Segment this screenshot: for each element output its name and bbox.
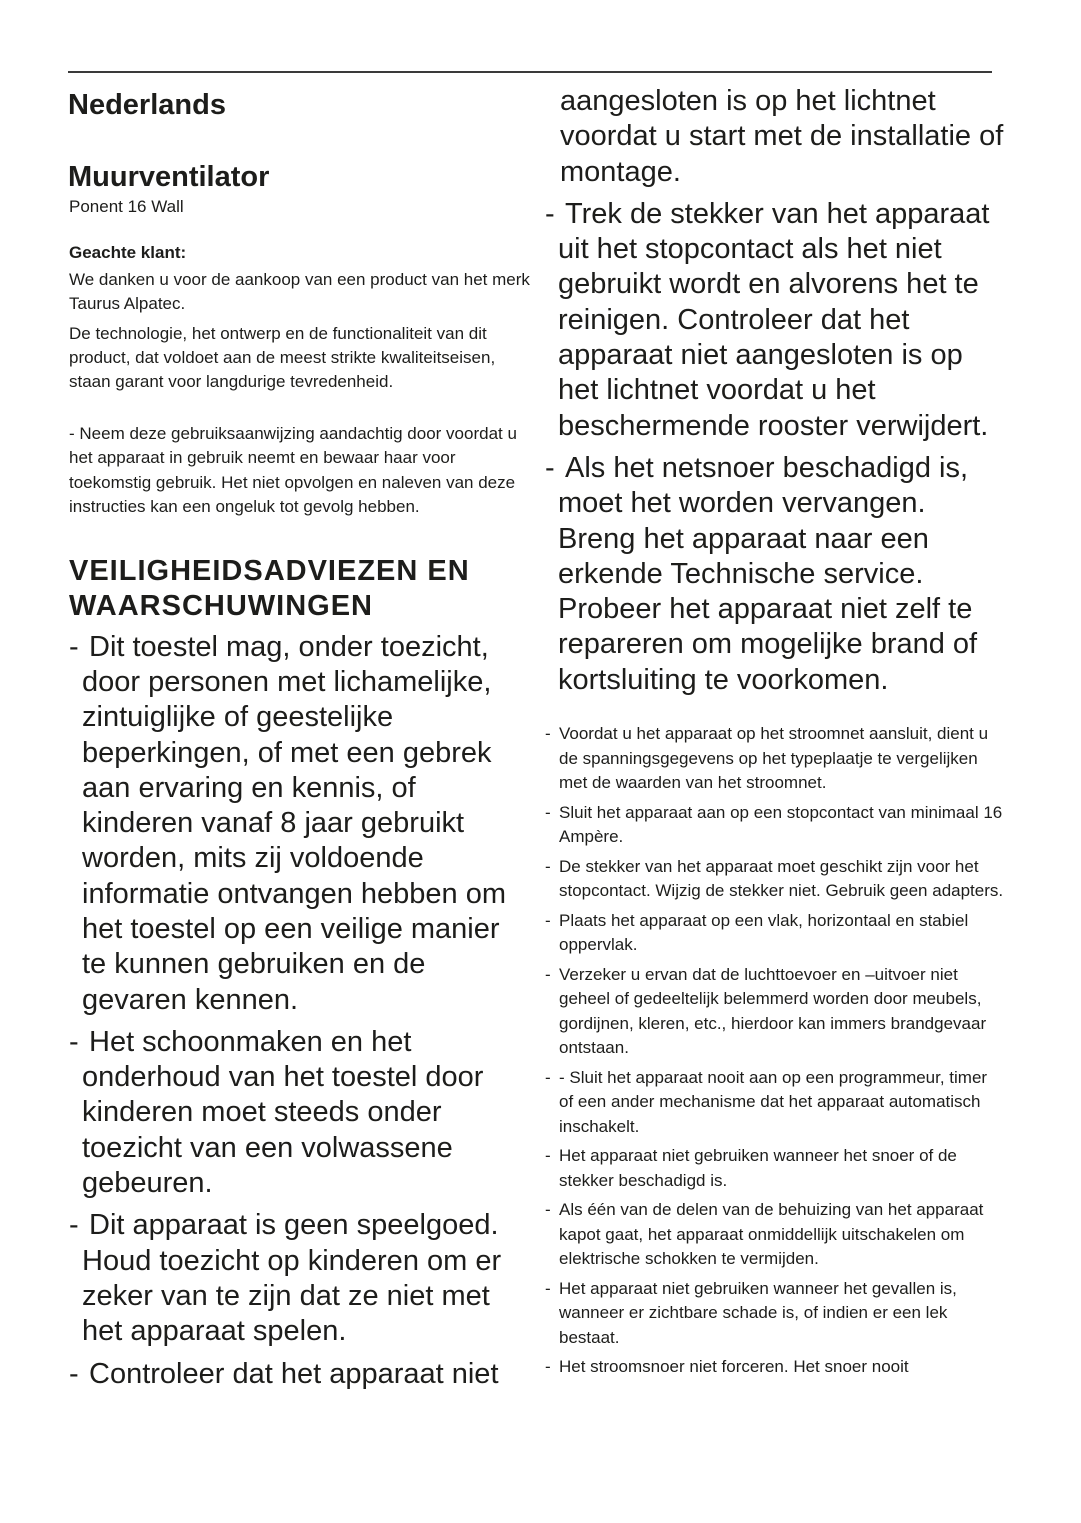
safety-item-text: Controleer dat het apparaat niet bbox=[89, 1357, 499, 1390]
bullet: - bbox=[545, 1200, 551, 1220]
bullet: - bbox=[545, 724, 551, 744]
small-safety-item-text: Sluit het apparaat aan op een stopcontact van minimaal 16 Ampère. bbox=[559, 802, 1003, 847]
bullet: - bbox=[69, 1025, 79, 1058]
small-safety-item-text: De stekker van het apparaat moet geschikt zijn voor het stopcontact. Wijzig de stekker niet. Gebruik geen adapters. bbox=[559, 856, 1004, 901]
small-safety-item-text: Het stroomsnoer niet forceren. Het snoer nooit bbox=[559, 1357, 909, 1377]
bullet: - bbox=[545, 1067, 551, 1087]
small-safety-item bbox=[545, 801, 1005, 850]
safety-list-right bbox=[545, 197, 1005, 698]
small-safety-item-text: Het apparaat niet gebruiken wanneer het snoer of de stekker beschadigd is. bbox=[559, 1146, 957, 1190]
small-safety-item bbox=[545, 909, 1005, 958]
small-safety-item bbox=[545, 1198, 1005, 1272]
safety-item-text: Trek de stekker van het apparaat uit het stopcontact als het niet gebruikt wordt en alvorens het te reinigen. Controleer dat het apparaat niet aangesloten is op het lichtnet voordat u het beschermende rooster verwijdert. bbox=[558, 197, 990, 442]
usage-note: - Neem deze gebruiksaanwijzing aandachtig door voordat u het apparaat in gebruik neemt en bewaar haar voor toekomstig gebruik. Het niet opvolgen en naleven van deze instructies kan een ongeluk tot gevolg hebben. bbox=[69, 424, 517, 517]
small-safety-item bbox=[545, 1277, 1005, 1351]
safety-item bbox=[69, 1025, 530, 1201]
small-safety-item-text: Voordat u het apparaat op het stroomnet aansluit, dient u de spanningsgegevens op het typeplaatje te vergelijken met de waarden van het stroomnet. bbox=[559, 724, 989, 793]
intro-paragraph-1: We danken u voor de aankoop van een product van het merk Taurus Alpatec. bbox=[69, 270, 530, 313]
intro-paragraph-2: De technologie, het ontwerp en de functionaliteit van dit product, dat voldoet aan de meest strikte kwaliteitseisen, staan garant voor langdurige tevredenheid. bbox=[69, 324, 496, 391]
small-safety-item bbox=[545, 1355, 1005, 1380]
small-safety-item-text: Als één van de delen van de behuizing van het apparaat kapot gaat, het apparaat onmiddellijk uitschakelen om elektrische schokken te vermijden. bbox=[559, 1200, 984, 1269]
safety-list-small bbox=[545, 722, 1005, 1380]
safety-item bbox=[545, 197, 1005, 444]
bullet: - bbox=[545, 197, 555, 230]
bullet: - bbox=[545, 1146, 551, 1166]
small-safety-item-text: Verzeker u ervan dat de luchttoevoer en –uitvoer niet geheel of gedeeltelijk belemmerd worden door meubels, gordijnen, kleren, etc., hierdoor kan immers brandgevaar ontstaan. bbox=[559, 964, 987, 1058]
header-rule bbox=[68, 71, 992, 73]
small-safety-item-text: - Sluit het apparaat nooit aan op een programmeur, timer of een ander mechanisme dat het apparaat automatisch inschakelt. bbox=[559, 1067, 988, 1136]
bullet: - bbox=[545, 856, 551, 876]
model-name: Ponent 16 Wall bbox=[69, 197, 184, 216]
small-safety-item-text: Het apparaat niet gebruiken wanneer het gevallen is, wanneer er zichtbare schade is, of indien er een lek bestaat. bbox=[559, 1278, 957, 1347]
safety-item bbox=[545, 451, 1005, 698]
bullet: - bbox=[545, 802, 551, 822]
safety-item-continuation: aangesloten is op het lichtnet voordat u start met de installatie of montage. bbox=[560, 85, 1004, 188]
bullet: - bbox=[545, 964, 551, 984]
small-safety-item-text: Plaats het apparaat op een vlak, horizontaal en stabiel oppervlak. bbox=[559, 910, 969, 955]
safety-item-text: Dit apparaat is geen speelgoed. Houd toezicht op kinderen om er zeker van te zijn dat ze niet met het apparaat spelen. bbox=[82, 1209, 502, 1348]
right-column bbox=[545, 84, 1005, 1385]
safety-heading: VEILIGHEIDSADVIEZEN EN WAARSCHUWINGEN bbox=[69, 554, 470, 622]
bullet: - bbox=[69, 1209, 79, 1242]
bullet: - bbox=[545, 1278, 551, 1298]
safety-item bbox=[69, 630, 530, 1018]
safety-item-text: Het schoonmaken en het onderhoud van het toestel door kinderen moet steeds onder toezicht van een volwassene gebeuren. bbox=[82, 1025, 484, 1200]
safety-item bbox=[69, 1208, 530, 1349]
small-safety-item bbox=[545, 963, 1005, 1061]
greeting: Geachte klant: bbox=[69, 243, 187, 262]
safety-item bbox=[69, 1357, 530, 1392]
small-safety-item bbox=[545, 1144, 1005, 1193]
safety-item-text: Dit toestel mag, onder toezicht, door personen met lichamelijke, zintuiglijke of geestelijke beperkingen, of met een gebrek aan ervaring en kennis, of kinderen vanaf 8 jaar gebruikt worden, mits zij voldoende informatie ontvangen hebben om het toestel op een veilige manier te kunnen gebruiken en de gevaren kennen. bbox=[82, 630, 507, 1016]
safety-list-left bbox=[68, 630, 530, 1392]
bullet: - bbox=[545, 1357, 551, 1377]
bullet: - bbox=[69, 630, 79, 663]
small-safety-item bbox=[545, 722, 1005, 796]
left-column bbox=[68, 84, 530, 1399]
product-title: Muurventilator bbox=[68, 161, 270, 193]
safety-item-text: Als het netsnoer beschadigd is, moet het worden vervangen. Breng het apparaat naar een erkende Technische service. Probeer het apparaat niet zelf te repareren om mogelijke brand of kortsluiting te voorkomen. bbox=[558, 451, 978, 696]
bullet: - bbox=[545, 910, 551, 930]
small-safety-item bbox=[545, 855, 1005, 904]
language-heading: Nederlands bbox=[68, 89, 226, 121]
small-safety-item bbox=[545, 1066, 1005, 1140]
bullet: - bbox=[69, 1357, 79, 1390]
bullet: - bbox=[545, 451, 555, 484]
